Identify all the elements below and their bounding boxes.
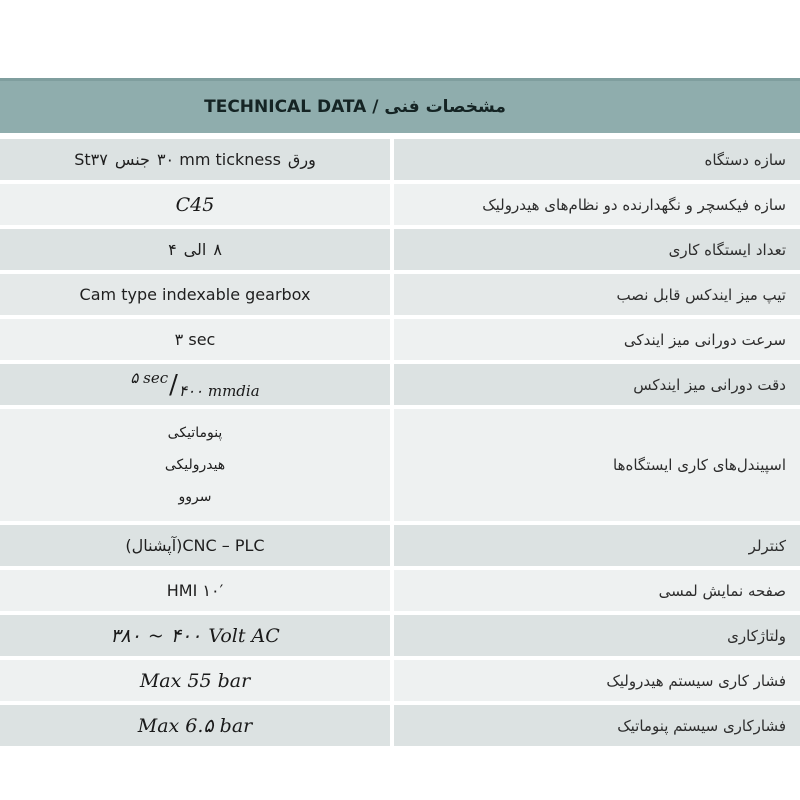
row-label: سازه دستگاه — [704, 150, 786, 169]
row-label: کنترلر — [748, 536, 786, 555]
row-label: سازه فیکسچر و نگهدارنده دو نظام‌های هیدرولیک — [482, 195, 786, 214]
value-cell — [0, 409, 390, 521]
label-cell — [394, 525, 800, 566]
table-header-title: مشخصات فنی / TECHNICAL DATA — [204, 97, 506, 117]
row-label: ولتاژکاری — [727, 626, 786, 645]
value-cell — [0, 525, 390, 566]
fraction-denominator: ۴۰۰ mmdia — [178, 381, 260, 400]
fraction-slash: / — [169, 369, 178, 400]
table-row — [0, 570, 800, 611]
value-segment: Volt AC — [208, 624, 280, 647]
value-cell — [0, 139, 390, 180]
value-segment: ۳۰ mm tickness — [156, 150, 281, 169]
value-cell — [0, 660, 390, 701]
table-header — [0, 78, 800, 133]
value-cell — [0, 705, 390, 746]
value-segment: C45 — [175, 193, 215, 216]
row-label: تیپ میز ایندکس قابل نصب — [616, 285, 786, 304]
value-segment: CNC – PLC(آپشنال) — [125, 536, 265, 555]
value-segment: ۴۰۰ — [170, 624, 202, 647]
value-line: هیدرولیکی — [164, 457, 226, 473]
value-segment: Cam type indexable gearbox — [79, 285, 311, 304]
value-segment: الی — [183, 240, 207, 259]
table-row — [0, 364, 800, 405]
table-row — [0, 319, 800, 360]
label-cell — [394, 705, 800, 746]
table-row — [0, 615, 800, 656]
value-cell — [0, 319, 390, 360]
table-row — [0, 139, 800, 180]
table-row — [0, 229, 800, 270]
table-row — [0, 409, 800, 521]
value-segment: ورق — [287, 150, 316, 169]
value-segment: HMI ۱۰′ — [166, 581, 224, 600]
value-segment: ۴ — [168, 240, 177, 259]
technical-table-body — [0, 139, 800, 746]
table-row — [0, 184, 800, 225]
table-row — [0, 525, 800, 566]
table-row — [0, 705, 800, 746]
table-row — [0, 274, 800, 315]
label-cell — [394, 319, 800, 360]
label-cell — [394, 660, 800, 701]
value-cell — [0, 570, 390, 611]
row-label: تعداد ایستگاه کاری — [668, 240, 786, 259]
value-segment: جنس — [114, 150, 150, 169]
value-segment: Max 6.۵ bar — [137, 714, 253, 737]
label-cell — [394, 184, 800, 225]
row-label: اسپیندل‌های کاری ایستگاه‌ها — [613, 456, 786, 474]
label-cell — [394, 274, 800, 315]
label-cell — [394, 570, 800, 611]
value-cell — [0, 364, 390, 405]
value-cell — [0, 229, 390, 270]
value-segment: ۳ sec — [174, 330, 216, 349]
row-label: دقت دورانی میز ایندکس — [633, 375, 786, 394]
value-cell — [0, 184, 390, 225]
row-label: صفحه نمایش لمسی — [658, 581, 786, 600]
value-segment: ۳۸۰ — [110, 624, 141, 647]
fraction-numerator: ۵ sec — [130, 368, 169, 387]
value-cell — [0, 274, 390, 315]
value-cell — [0, 615, 390, 656]
label-cell — [394, 139, 800, 180]
value-segment: ۸ — [213, 240, 222, 259]
fraction-value — [130, 370, 259, 400]
label-cell — [394, 364, 800, 405]
value-segment: Max 55 bar — [139, 669, 251, 692]
row-label: سرعت دورانی میز ایندکی — [623, 330, 786, 349]
row-label: فشارکاری سیستم پنوماتیک — [617, 716, 786, 735]
label-cell — [394, 615, 800, 656]
value-line: سروو — [178, 489, 212, 505]
label-cell — [394, 409, 800, 521]
table-row — [0, 660, 800, 701]
value-segment: St۳۷ — [74, 150, 108, 169]
value-lines — [165, 409, 225, 521]
row-label: فشار کاری سیستم هیدرولیک — [606, 671, 786, 690]
value-segment: ~ — [147, 624, 164, 647]
label-cell — [394, 229, 800, 270]
value-line: پنوماتیکی — [167, 425, 223, 441]
